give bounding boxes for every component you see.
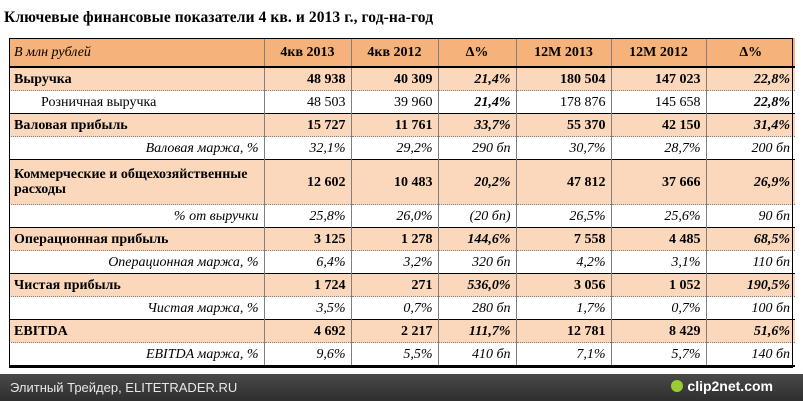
row-label: EBITDA (9, 320, 264, 343)
cell-value: 12 781 (516, 320, 611, 343)
cell-value: 100 бп (706, 297, 795, 320)
header-4q-2012: 4кв 2012 (351, 38, 438, 67)
cell-value: 6,4% (264, 251, 351, 274)
cell-value: 31,4% (706, 114, 795, 137)
cell-value: 320 бп (438, 251, 516, 274)
cell-value: 410 бп (438, 343, 516, 367)
cell-value: 147 023 (611, 67, 706, 91)
financial-table (9, 38, 795, 367)
header-12m-2012: 12М 2012 (611, 38, 706, 67)
cell-value: 22,8% (706, 91, 795, 114)
table-row (9, 67, 795, 91)
cell-value: 140 бп (706, 343, 795, 367)
cell-value: 0,7% (351, 297, 438, 320)
row-label: EBITDA маржа, % (9, 343, 264, 367)
cell-value: 10 483 (351, 160, 438, 205)
cell-value: 68,5% (706, 228, 795, 251)
table-row (9, 320, 795, 343)
cell-value: 200 бп (706, 137, 795, 160)
row-label: Операционная прибыль (9, 228, 264, 251)
cell-value: 51,6% (706, 320, 795, 343)
cell-value: 144,6% (438, 228, 516, 251)
cell-value: 1 278 (351, 228, 438, 251)
cell-value: 48 938 (264, 67, 351, 91)
table-row (9, 137, 795, 160)
cell-value: 22,8% (706, 67, 795, 91)
cell-value: 5,5% (351, 343, 438, 367)
header-delta-y: Δ% (706, 38, 795, 67)
cell-value: 33,7% (438, 114, 516, 137)
cell-value: 271 (351, 274, 438, 297)
cell-value: 145 658 (611, 91, 706, 114)
cell-value: 25,6% (611, 205, 706, 228)
cell-value: 32,1% (264, 137, 351, 160)
cell-value: 25,8% (264, 205, 351, 228)
cell-value: 3 125 (264, 228, 351, 251)
cell-value: 4 692 (264, 320, 351, 343)
table-row (9, 91, 795, 114)
cell-value: 26,9% (706, 160, 795, 205)
cell-value: 47 812 (516, 160, 611, 205)
cell-value: 40 309 (351, 67, 438, 91)
cell-value: 110 бп (706, 251, 795, 274)
cell-value: 26,0% (351, 205, 438, 228)
cell-value: 280 бп (438, 297, 516, 320)
source-text: Элитный Трейдер, ELITETRADER.RU (10, 380, 238, 395)
page-title: Ключевые финансовые показатели 4 кв. и 2013 г., год-на-год (4, 9, 434, 26)
cell-value: 26,5% (516, 205, 611, 228)
table-header-row (9, 38, 795, 67)
row-label: Валовая прибыль (9, 114, 264, 137)
cell-value: 29,2% (351, 137, 438, 160)
header-12m-2013: 12М 2013 (516, 38, 611, 67)
logo-dot-icon (671, 380, 683, 392)
cell-value: 4 485 (611, 228, 706, 251)
footer-bar (0, 374, 803, 401)
cell-value: 30,7% (516, 137, 611, 160)
cell-value: 7 558 (516, 228, 611, 251)
cell-value: 20,2% (438, 160, 516, 205)
table-row (9, 205, 795, 228)
cell-value: 28,7% (611, 137, 706, 160)
table-row (9, 274, 795, 297)
cell-value: 37 666 (611, 160, 706, 205)
cell-value: 55 370 (516, 114, 611, 137)
cell-value: 111,7% (438, 320, 516, 343)
cell-value: 3,2% (351, 251, 438, 274)
cell-value: 3,1% (611, 251, 706, 274)
cell-value: 536,0% (438, 274, 516, 297)
table-row (9, 251, 795, 274)
table-row (9, 228, 795, 251)
cell-value: 39 960 (351, 91, 438, 114)
cell-value: 180 504 (516, 67, 611, 91)
table-body (9, 67, 795, 366)
cell-value: 1,7% (516, 297, 611, 320)
row-label: Коммерческие и общехозяйственные расходы (9, 160, 264, 205)
cell-value: 48 503 (264, 91, 351, 114)
header-delta-q: Δ% (438, 38, 516, 67)
cell-value: 3,5% (264, 297, 351, 320)
cell-value: 15 727 (264, 114, 351, 137)
cell-value: 21,4% (438, 67, 516, 91)
row-label: Операционная маржа, % (9, 251, 264, 274)
table-row (9, 160, 795, 205)
cell-value: 7,1% (516, 343, 611, 367)
cell-value: 0,7% (611, 297, 706, 320)
cell-value: 11 761 (351, 114, 438, 137)
row-label: Розничная выручка (9, 91, 264, 114)
cell-value: 1 052 (611, 274, 706, 297)
cell-value: 1 724 (264, 274, 351, 297)
row-label: % от выручки (9, 205, 264, 228)
cell-value: 178 876 (516, 91, 611, 114)
clip2net-logo (671, 378, 773, 394)
header-4q-2013: 4кв 2013 (264, 38, 351, 67)
header-unit: В млн рублей (9, 38, 264, 67)
cell-value: 3 056 (516, 274, 611, 297)
cell-value: (20 бп) (438, 205, 516, 228)
cell-value: 4,2% (516, 251, 611, 274)
table-row (9, 297, 795, 320)
cell-value: 190,5% (706, 274, 795, 297)
cell-value: 90 бп (706, 205, 795, 228)
row-label: Выручка (9, 67, 264, 91)
financial-table-container (9, 38, 795, 367)
table-row (9, 343, 795, 367)
row-label: Чистая прибыль (9, 274, 264, 297)
logo-text: clip2net.com (687, 378, 773, 394)
cell-value: 8 429 (611, 320, 706, 343)
row-label: Чистая маржа, % (9, 297, 264, 320)
cell-value: 9,6% (264, 343, 351, 367)
table-row (9, 114, 795, 137)
cell-value: 42 150 (611, 114, 706, 137)
cell-value: 21,4% (438, 91, 516, 114)
cell-value: 2 217 (351, 320, 438, 343)
cell-value: 5,7% (611, 343, 706, 367)
row-label: Валовая маржа, % (9, 137, 264, 160)
cell-value: 12 602 (264, 160, 351, 205)
cell-value: 290 бп (438, 137, 516, 160)
